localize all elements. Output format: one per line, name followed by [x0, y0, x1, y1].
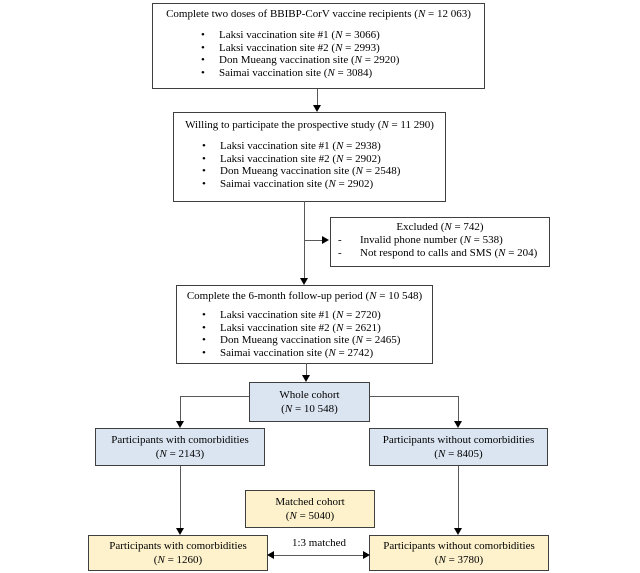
box-followup-period: [176, 285, 433, 364]
bullet-icon: •: [201, 54, 205, 67]
box-excluded: [330, 217, 550, 267]
list-item: [338, 247, 549, 260]
connector-to-excluded: [304, 240, 322, 241]
box-matched-without-comorbidities: [369, 535, 549, 571]
list-item: [202, 334, 432, 347]
box-matched-cohort: [245, 490, 375, 528]
list-item-text: Invalid phone number (N = 538): [360, 234, 503, 246]
list-item-text: Laksi vaccination site #2 (N = 2993): [219, 41, 380, 54]
list-item: [201, 29, 484, 42]
list-item: [201, 67, 484, 80]
bullet-icon: •: [202, 309, 206, 321]
arrow-down-icon: [176, 528, 184, 535]
list-item-text: Laksi vaccination site #1 (N = 3066): [219, 29, 380, 41]
box-label: Participants with comorbidities: [109, 540, 247, 552]
arrow-down-icon: [454, 421, 462, 428]
list-item: [202, 178, 445, 191]
box-matched-with-comorbidities: [88, 535, 268, 571]
bullet-icon: •: [202, 140, 206, 152]
list-item-text: Laksi vaccination site #1 (N = 2720): [220, 309, 381, 321]
bullet-icon: •: [202, 321, 206, 334]
list-item-text: Don Mueang vaccination site (N = 2920): [219, 54, 400, 67]
list-item-text: Laksi vaccination site #1 (N = 2938): [220, 140, 381, 152]
box-label: Whole cohort: [279, 389, 340, 401]
box-title: Excluded (N = 742): [396, 221, 484, 233]
box-title: Complete the 6-month follow-up period (N = 10 548): [186, 290, 423, 302]
list-item: [202, 153, 445, 166]
box-n: (N = 1260): [153, 554, 203, 566]
bullet-icon: •: [201, 67, 205, 80]
list-item: [338, 234, 549, 247]
box-vaccine-recipients: [152, 3, 485, 89]
arrow-right-icon: [363, 551, 370, 559]
box-label: Participants with comorbidities: [111, 434, 249, 446]
box-with-comorbidities: [95, 428, 265, 466]
bullet-icon: •: [202, 178, 206, 191]
box-without-comorbidities: [369, 428, 548, 466]
connector-whole-to-without: [370, 396, 458, 397]
site-list: [153, 29, 484, 80]
box-label: Participants without comorbidities: [382, 434, 535, 446]
list-item-text: Laksi vaccination site #2 (N = 2902): [220, 152, 381, 165]
bullet-icon: •: [201, 29, 205, 41]
bullet-icon: -: [338, 234, 342, 246]
box-n: (N = 2143): [155, 448, 205, 460]
connector-whole-to-without: [458, 396, 459, 422]
list-item-text: Don Mueang vaccination site (N = 2465): [220, 334, 401, 347]
list-item: [202, 165, 445, 178]
bullet-icon: •: [201, 41, 205, 54]
list-item-text: Saimai vaccination site (N = 2902): [220, 178, 374, 191]
box-prospective-study: [173, 112, 446, 202]
site-list: [174, 140, 445, 191]
connector-matching: [274, 555, 364, 556]
arrow-left-icon: [267, 551, 274, 559]
list-item-text: Laksi vaccination site #2 (N = 2621): [220, 321, 381, 334]
list-item: [202, 347, 432, 360]
bullet-icon: •: [202, 152, 206, 165]
box-title: Complete two doses of BBIBP-CorV vaccine recipients (N = 12 063): [166, 8, 471, 20]
bullet-icon: •: [202, 165, 206, 178]
list-item: [201, 54, 484, 67]
arrow-down-icon: [176, 421, 184, 428]
box-n: (N = 5040): [285, 510, 335, 522]
arrow-down-icon: [313, 105, 321, 112]
box-n: (N = 10 548): [281, 403, 338, 415]
connector-whole-to-with: [180, 396, 181, 422]
list-item-text: Not respond to calls and SMS (N = 204): [360, 246, 538, 259]
box-n: (N = 3780): [434, 554, 484, 566]
box-label: Participants without comorbidities: [383, 540, 535, 552]
box-n: (N = 8405): [434, 448, 483, 460]
exclusion-list: [331, 234, 549, 259]
list-item: [202, 140, 445, 153]
matching-ratio-label: 1:3 matched: [291, 537, 347, 549]
list-item: [202, 309, 432, 322]
bullet-icon: -: [338, 246, 342, 259]
list-item: [201, 42, 484, 55]
site-list: [177, 309, 432, 360]
bullet-icon: •: [202, 347, 206, 360]
box-title: Willing to participate the prospective study (N = 11 290): [185, 119, 434, 131]
box-whole-cohort: [249, 382, 370, 422]
connector-recipients-to-prospective: [317, 89, 318, 106]
bullet-icon: •: [202, 334, 206, 347]
arrow-down-icon: [302, 375, 310, 382]
connector-without-to-matched-without: [458, 466, 459, 529]
connector-whole-to-with: [180, 396, 249, 397]
arrow-down-icon: [454, 528, 462, 535]
list-item-text: Don Mueang vaccination site (N = 2548): [220, 165, 401, 178]
arrow-down-icon: [300, 278, 308, 285]
list-item: [202, 322, 432, 335]
arrow-right-icon: [322, 236, 329, 244]
box-label: Matched cohort: [275, 496, 345, 508]
connector-with-to-matched-with: [180, 466, 181, 529]
list-item-text: Saimai vaccination site (N = 3084): [219, 67, 373, 80]
list-item-text: Saimai vaccination site (N = 2742): [220, 347, 374, 360]
